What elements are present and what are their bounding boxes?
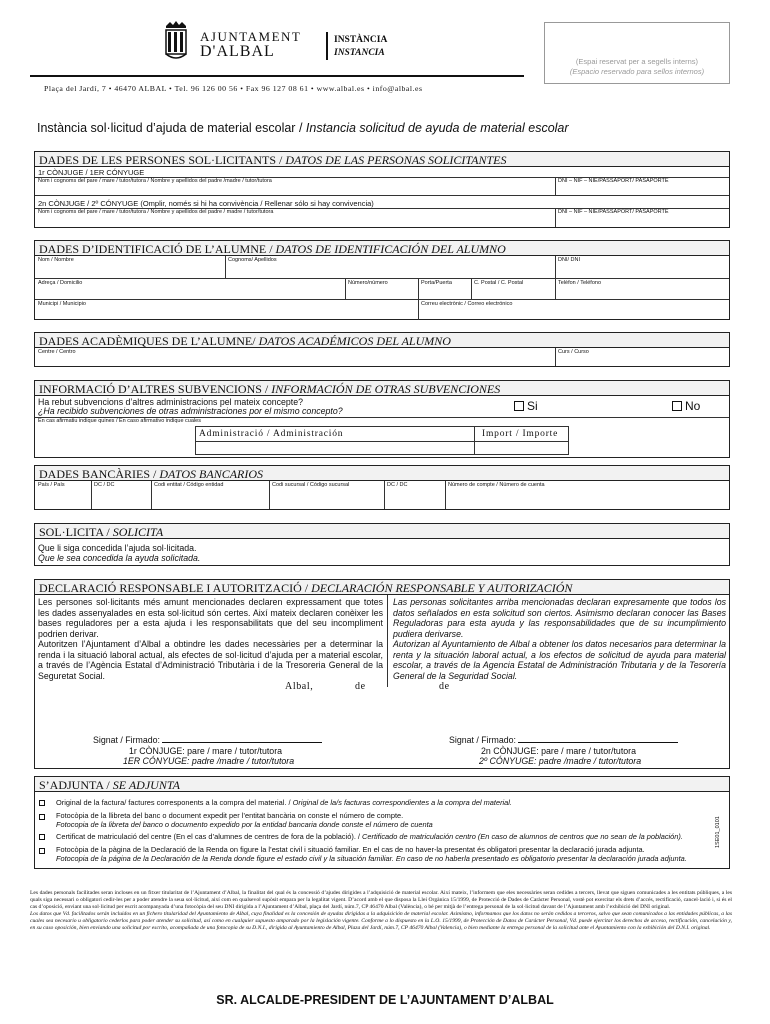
doc-type-es: INSTANCIA	[334, 48, 385, 58]
side-code: 1SE01_0101	[715, 816, 721, 848]
yes-checkbox[interactable]	[514, 401, 524, 411]
stamp-box	[544, 22, 730, 84]
spouse2-title: 2n CÒNJUGE / 2º CÓNYUGE (Omplir, només si hi ha convivència / Rellenar sólo si hay convivencia)	[38, 199, 374, 208]
municipal-crest	[163, 20, 189, 62]
request-text-es: Que le sea concedida la ayuda solicitada.	[38, 553, 201, 563]
attached-checkbox-2[interactable]	[39, 814, 45, 820]
number-label: Número/número	[348, 280, 388, 286]
attached-checkbox-1[interactable]	[39, 800, 45, 806]
section-applicants-title: DADES DE LES PERSONES SOL·LICITANTS / DATOS DE LAS PERSONAS SOLICITANTES	[34, 151, 730, 167]
entity-code-label: Codi entitat / Código entidad	[154, 482, 224, 488]
section-attached: Original de la factura/ factures corresponents a la compra del material. / Original de la/s facturas correspondientes a la compra del material. Fotocòpia de la llibreta del banc o document expedit per l’entitat bancària on conste el número de compte. Fotocopia de la libreta del banco o documento expedido por la entidad bancaria donde conste el número de cuenta Certificat de matriculació del centre (En el cas d’alumnes de centres de fora de la població). / Certificado de matriculación centro (En caso de alumnos de centros que no sean de la población). Fotocòpia de la pàgina de la Declaració de la Renda on figure la l’estat civil i situació familiar. En el cas de no haver-la presentat és obligatori presentar la declaració jurada adjunta. Fotocopia de la página de la Declaración de la Renda donde figure el estado civil y la situación familiar. En caso de no haberla presentado es obligatorio presentar la declaración jurada adjunta.	[34, 791, 730, 869]
subsidy-note: En cas afirmatiu indique quines / En caso afirmativo indique cuales	[38, 418, 201, 424]
postal-code-label: C. Postal / C. Postal	[474, 280, 524, 286]
section-bank	[34, 480, 730, 510]
spouse1-title: 1r CÒNJUGE / 1ER CÓNYUGE	[38, 168, 145, 177]
municipality-label: Municipi / Municipio	[38, 301, 86, 307]
address-line: Plaça del Jardí, 7 • 46470 ALBAL • Tel. 96 126 00 56 • Fax 96 127 08 61 • www.albal.es • info@albal.es	[44, 84, 423, 93]
section-academic	[34, 347, 730, 367]
email-label: Correu electrònic / Correo electrónico	[421, 301, 513, 307]
student-surname-label: Cognoms/ Apellidos	[228, 257, 277, 263]
stamp-text-ca: (Espai reservat per a segells interns)	[575, 57, 699, 66]
date-de2: de	[439, 681, 450, 692]
section-declaration-title: DECLARACIÓ RESPONSABLE I AUTORITZACIÓ / DECLARACIÓN RESPONSABLE Y AUTORIZACIÓN	[34, 579, 730, 595]
dc2-label: DC / DC	[387, 482, 408, 488]
school-label: Centre / Centro	[38, 349, 76, 355]
signature2: Signat / Firmado: 2n CÒNJUGE: pare / mare / tutor/tutora 2º CÓNYUGE: padre /madre / tutor/tutora	[449, 735, 719, 767]
dc1-label: DC / DC	[94, 482, 115, 488]
section-request-title: SOL·LICITA / SOLICITA	[34, 523, 730, 539]
section-academic-title: DADES ACADÈMIQUES DE L’ALUMNE/ DATOS ACADÉMICOS DEL ALUMNO	[34, 332, 730, 348]
doc-type-ca: INSTÀNCIA	[334, 35, 388, 45]
place-label: Albal,	[285, 681, 314, 692]
subsidy-question-es: ¿Ha recibido subvenciones de otras administraciones por el mismo concepto?	[38, 406, 343, 416]
door-label: Porta/Puerta	[421, 280, 452, 286]
course-label: Curs / Curso	[558, 349, 589, 355]
date-de1: de	[355, 681, 366, 692]
section-attached-title: S’ADJUNTA / SE ADJUNTA	[34, 776, 730, 792]
student-dni-label: DNI/ DNI	[558, 257, 580, 263]
section-subsidies	[34, 395, 730, 458]
legal-text: Les dades personals facilitades seran incloses en un fitxer titularitat de l’Ajuntament d’Albal, la finalitat del qual és la concessió d’ajudes dirigides a l’adquisició de material escolar. Així mateix, l’informem que eles necessàries seran cedides a tercers, llevat que siguen comunicades a les entitats públiques, a les quals siga necessari o obligatori cedir-les per a poder atendre la seua sol·licitud, així com en qualsevol supòsit empara per la legalitat vigent. D’acord amb el que disposa la Llei Orgànica 15/1999, de Protecció de Dades de Caràcter Personal, vostè pot exercitar els drets d’accés, rectificació, cancel·lació i, si és el cas d’oposició, enviant una sol·licitud per escrit acompanyada d’una fotocòpia del seu DNI dirigida a l’Ajuntament d’Albal, plaça del Jardí, núm.7, CP 46470 Albal (València), o bé per mitjà de l’entrega personal de la sol·licitud davant de l’Ajuntament amb l’exhibició del DNI original. Los datos que Vd. facilitados serán incluidos en un fichero titularidad del Ayuntamiento de Albal, cuya finalidad es la concesión de ayudas dirigidas a la adquisición de material escolar. Asimismo, informamos que los datos no serán cedidos a terceros, salvo que sean comunicados a las entidades públicas, a las cuales sea necesario u obligatorio cederlos para poder atender su solicitud, así como en cualquier supuesto amparado por la legislación vigente. Conforme a lo dispuesto en la L.O. 15/1999, de Protección de Datos de Carácter Personal, Vd. puede ejercitar los derechos de acceso, rectificación, cancelación y, en su caso oposición, bien enviando una solicitud por escrito, acompañada de una fotocopia de su D.N.I., dirigida al Ayuntamiento de Albal, Plaza del Jardí, núm.7, CP 46470 Albal (Valencia), o bien mediante la entrega personal de la solicitud ante el Ayuntamiento con la exhibición del D.N.I. original.	[30, 890, 732, 931]
section-request	[34, 538, 730, 566]
admin-header: Administració / Administración	[199, 429, 344, 439]
phone-label: Telèfon / Teléfono	[558, 280, 602, 286]
spouse2-name-label: Nom i cognoms del pare / mare / tutor/tutora / Nombre y apellidos del padre / madre / tutor/tutora	[38, 209, 274, 215]
account-number-label: Número de compte / Número de cuenta	[448, 482, 545, 488]
request-text-ca: Que li siga concedida l’ajuda sol·licitada.	[38, 543, 197, 553]
yes-label: Si	[527, 399, 538, 413]
declaration-es: Las personas solicitantes arriba mencionadas declaran expresamente que todos los datos señalados en esta solicitud son ciertos. Asimismo declaran conocer las Bases Reguladoras para esta ayuda y las responsabilidades que de su incumplimiento pudiera derivarse. Autorizan al Ayuntamiento de Albal a obtener los datos necesarios para determinar la renta y la situación laboral actual, a los efectos de solicitud de ayuda para material escolar, a través de la Agencia Estatal de Administración Tributaria y de la Tesorería General de la Seguridad Social.	[393, 597, 726, 681]
section-student-id	[34, 255, 730, 320]
header-divider	[326, 32, 328, 60]
spouse2-dni-label: DNI – NIF – NIE/PASSAPORT/ PASAPORTE	[558, 209, 669, 215]
logo-line2: D'ALBAL	[200, 43, 275, 60]
section-student-id-title: DADES D’IDENTIFICACIÓ DE L’ALUMNE / DATOS DE IDENTIFICACIÓN DEL ALUMNO	[34, 240, 730, 256]
signature1: Signat / Firmado: 1r CÒNJUGE: pare / mare / tutor/tutora 1ER CÓNYUGE: padre /madre / tutor/tutora	[93, 735, 333, 767]
student-name-label: Nom / Nombre	[38, 257, 74, 263]
section-declaration	[34, 594, 730, 769]
declaration-ca: Les persones sol·licitants més amunt mencionades declaren expressament que totes les dades assenyalades en esta sol·licitud són certes. Així mateix declaren conèixer les bases reguladores per a esta ajuda i les responsabilitats que del seu incompliment podrien derivar. Autoritzen l’Ajuntament d’Albal a obtindre les dades necessàries per a determinar la renda i la situació laboral actual, als efectes de sol·licitud d’ajuda per a material escolar, a través de l’Agència Estatal d’Administració Tributària i de la Tresoreria General de la Seguretat Social.	[38, 597, 383, 681]
logo-line1: AJUNTAMENT	[200, 29, 302, 44]
section-applicants	[34, 166, 730, 228]
spouse1-dni-label: DNI – NIF – NIE/PASSAPORT/ PASAPORTE	[558, 178, 669, 184]
branch-code-label: Codi sucursal / Código sucursal	[272, 482, 350, 488]
header-rule	[30, 75, 524, 77]
section-bank-title: DADES BANCÀRIES / DATOS BANCARIOS	[34, 465, 730, 481]
amount-header: Import / Importe	[482, 429, 559, 439]
section-subsidies-title: INFORMACIÓ D’ALTRES SUBVENCIONS / INFORMACIÓN DE OTRAS SUBVENCIONES	[34, 380, 730, 396]
no-label: No	[685, 399, 701, 413]
subsidy-question-ca: Ha rebut subvencions d’altres administracions pel mateix concepte?	[38, 397, 304, 407]
spouse1-name-label: Nom i cognoms del pare / mare / tutor/tutora / Nombre y apellidos del padre /madre / tutor/tutora	[38, 178, 272, 184]
subsidy-table	[195, 426, 569, 455]
country-label: País / País	[38, 482, 65, 488]
addressee-footer: SR. ALCALDE-PRESIDENT DE L’AJUNTAMENT D’ALBAL	[216, 993, 554, 1007]
page-title: Instància sol·licitud d’ajuda de material escolar / Instancia solicitud de ayuda de material escolar	[37, 121, 569, 135]
stamp-text-es: (Espacio reservado para sellos internos)	[569, 67, 705, 76]
no-checkbox[interactable]	[672, 401, 682, 411]
attached-checkbox-4[interactable]	[39, 848, 45, 854]
address-label: Adreça / Domicilio	[38, 280, 83, 286]
attached-checkbox-3[interactable]	[39, 834, 45, 840]
